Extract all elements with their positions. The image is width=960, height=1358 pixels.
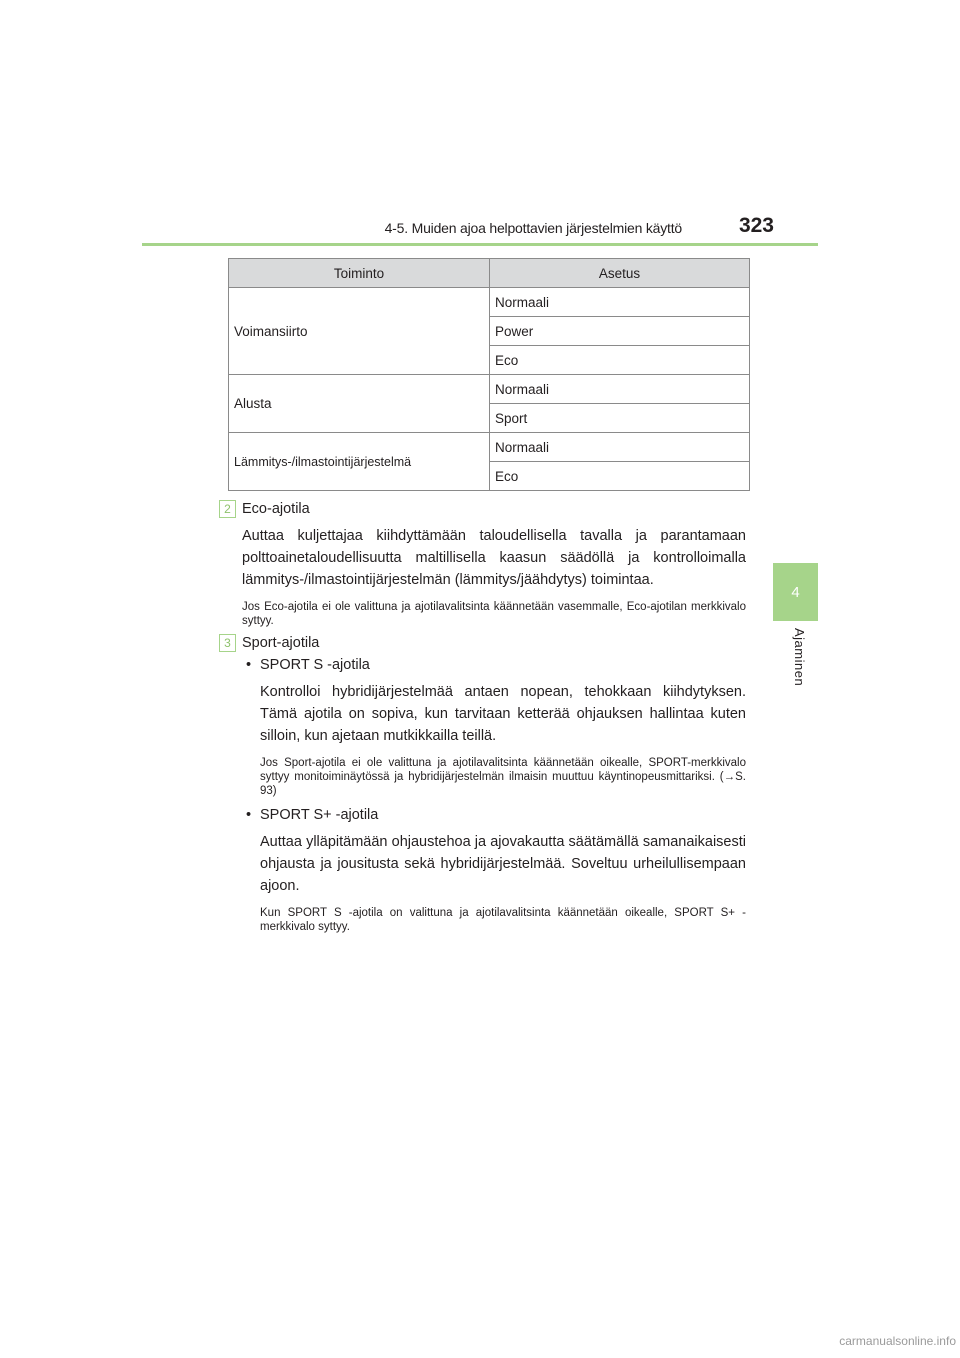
table-cell-setting: Eco — [490, 346, 750, 375]
bullet-title — [246, 655, 746, 675]
bullet-body: Auttaa ylläpitämään ohjaustehoa ja ajovakautta säätämällä samanaikaisesti ohjausta ja jousitusta sekä hybridijärjestelmää. Soveltuu urheilullisempaan ajoon. — [260, 834, 746, 894]
table-cell-function: Lämmitys-/ilmastointijärjestelmä — [229, 433, 490, 491]
table-cell-setting: Sport — [490, 404, 750, 433]
header-rule — [142, 243, 818, 246]
section-number-2: 2 — [219, 500, 236, 518]
table-cell-setting: Normaali — [490, 433, 750, 462]
bullet-body: Kontrolloi hybridijärjestelmää antaen nopean, tehokkaan kiihdytyksen. Tämä ajotila on sopiva, kun tarvitaan ketterää ohjauksen hallintaa kuten silloin, kun ajetaan mutkikkailla teillä. — [260, 684, 746, 744]
table-cell-function: Alusta — [229, 375, 490, 433]
table-cell-function: Voimansiirto — [229, 288, 490, 375]
table-cell-setting: Normaali — [490, 375, 750, 404]
table-header-setting: Asetus — [490, 259, 750, 288]
page-number: 323 — [738, 214, 774, 237]
table-cell-setting: Power — [490, 317, 750, 346]
chapter-tab: 4 — [773, 563, 818, 621]
table-row — [229, 288, 750, 317]
bullet-note: Jos Sport-ajotila ei ole valittuna ja ajotilavalitsinta käännetään oikealle, SPORT-merkkivalo syttyy monitoiminäytössä ja hybridijärjestelmän ilmaisin muuttuu käyntinopeusmittariksi. (→S. 93) — [260, 757, 746, 797]
section-title: Eco-ajotila — [242, 501, 310, 517]
bullet-title-text: SPORT S+ -ajotila — [260, 807, 379, 823]
section-eco-mode — [242, 499, 746, 628]
table-header-row — [229, 259, 750, 288]
table-row — [229, 433, 750, 462]
drive-mode-settings-table — [228, 258, 750, 491]
section-number-3: 3 — [219, 634, 236, 652]
section-title: Sport-ajotila — [242, 635, 320, 651]
running-header-title: 4-5. Muiden ajoa helpottavien järjestelmien käyttö — [384, 220, 682, 236]
bullet-marker: • — [246, 657, 252, 673]
bullet-sport-s — [246, 655, 746, 798]
bullet-title-text: SPORT S -ajotila — [260, 657, 370, 673]
bullet-note: Kun SPORT S -ajotila on valittuna ja ajotilavalitsinta käännetään oikealle, SPORT S+ -merkkivalo syttyy. — [260, 907, 746, 933]
bullet-sport-s-plus — [246, 805, 746, 934]
table-header-function: Toiminto — [229, 259, 490, 288]
section-body: Auttaa kuljettajaa kiihdyttämään taloudellisella tavalla ja parantamaan polttoainetaloudellisuutta maltillisella kaasun säädöllä ja kontrolloimalla lämmitys-/ilmastointijärjestelmän (lämmitys/jäähdytys) toimintaa. — [242, 528, 746, 588]
table-cell-setting: Normaali — [490, 288, 750, 317]
section-sport-mode — [242, 633, 746, 653]
watermark: carmanualsonline.info — [839, 1334, 956, 1348]
bullet-marker: • — [246, 807, 252, 823]
table-row — [229, 375, 750, 404]
section-note: Jos Eco-ajotila ei ole valittuna ja ajotilavalitsinta käännetään vasemmalle, Eco-ajotilan merkkivalo syttyy. — [242, 601, 746, 627]
chapter-label: Ajaminen — [792, 628, 807, 687]
bullet-title — [246, 805, 746, 825]
table-cell-setting: Eco — [490, 462, 750, 491]
